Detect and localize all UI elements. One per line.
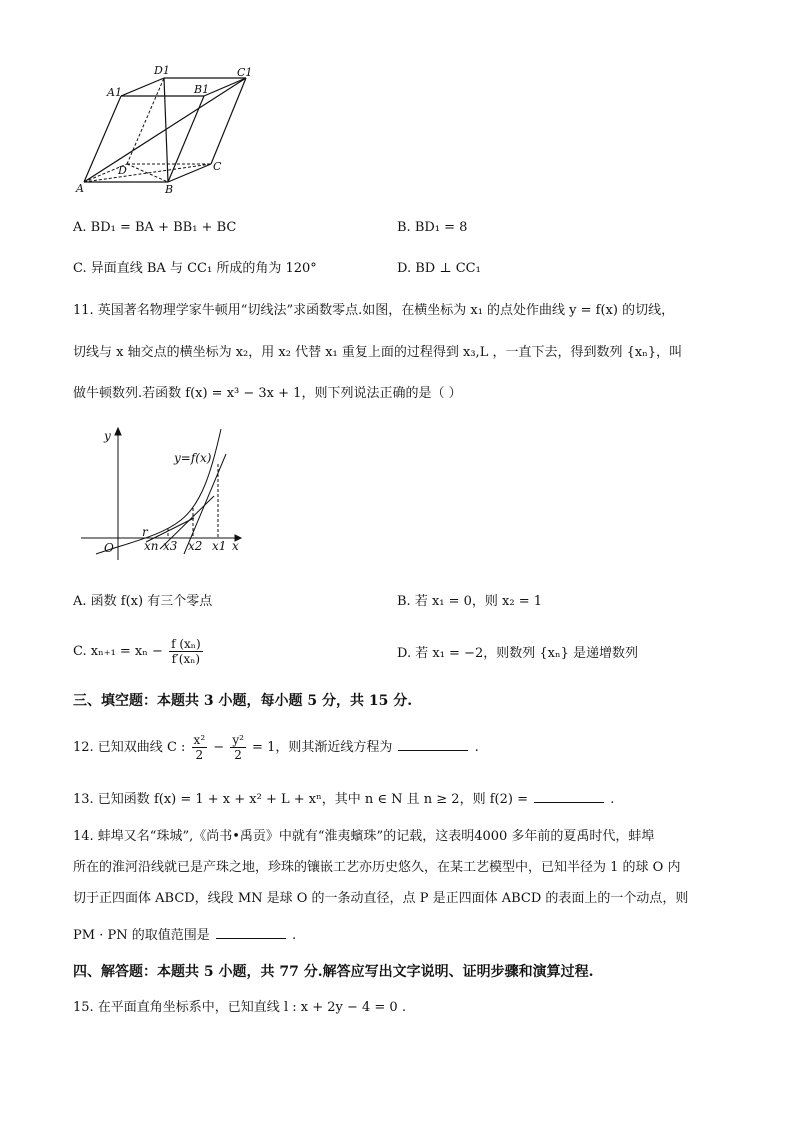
q10-option-c: C. 异面直线 BA 与 CC₁ 所成的角为 120°: [73, 261, 317, 276]
q13: [73, 790, 614, 809]
label-D: D: [118, 164, 127, 177]
q11-line-2: 切线与 x 轴交点的横坐标为 x₂，用 x₂ 代替 x₁ 重复上面的过程得到 x₃,L ，一直下去，得到数列 {xₙ}，叫: [73, 345, 683, 360]
q14-line-4: [73, 926, 296, 945]
graph-label-y: y: [104, 429, 111, 443]
q15: 15. 在平面直角坐标系中，已知直线 l : x + 2y − 4 = 0 .: [73, 1000, 406, 1015]
label-A: A: [76, 182, 84, 194]
q12-end: .: [474, 740, 479, 755]
q13-answer-blank[interactable]: [534, 790, 604, 803]
q11-line-3: 做牛顿数列.若函数 f(x) = x³ − 3x + 1，则下列说法正确的是（ ）: [73, 386, 462, 401]
q12-fraction-x-den: 2: [195, 748, 204, 762]
q11-option-c: [73, 632, 205, 672]
q11-option-a: A. 函数 f(x) 有三个零点: [73, 594, 213, 609]
q14-line-3: 切于正四面体 ABCD，线段 MN 是球 O 的一条动直径，点 P 是正四面体 ABCD 的表面上的一个动点，则: [73, 891, 689, 906]
q12-fraction-y-den: 2: [234, 748, 242, 762]
label-A1: A1: [107, 86, 122, 99]
graph-label-fx: y=f(x): [174, 451, 212, 465]
q14-answer-blank[interactable]: [216, 926, 286, 939]
q11-option-d: D. 若 x₁ = −2，则数列 {xₙ} 是递增数列: [397, 646, 638, 661]
label-D1: D1: [154, 64, 170, 77]
q11-option-c-lhs: C. xₙ₊₁ = xₙ −: [73, 644, 163, 659]
label-B1: B1: [194, 83, 210, 96]
q13-end: .: [610, 792, 615, 807]
label-B: B: [165, 183, 174, 194]
graph-label-x: x: [232, 539, 239, 553]
q12-minus: −: [213, 740, 225, 755]
label-C1: C1: [237, 66, 253, 79]
label-C: C: [213, 160, 222, 173]
q11-option-c-fraction: [169, 637, 203, 666]
graph-label-x1: x1: [212, 539, 227, 553]
q12-fraction-y: [230, 733, 246, 762]
q12-fraction-y-num: y²: [232, 733, 244, 747]
graph-label-o: O: [104, 541, 114, 555]
newton-method-graph: [76, 424, 246, 564]
q10-option-d: D. BD ⊥ CC₁: [397, 261, 481, 276]
q14-line-4-text: PM · PN 的取值范围是: [73, 928, 210, 943]
q11-option-c-numerator: f (xₙ): [171, 637, 201, 651]
q14-line-1: 14. 蚌埠又名“珠城”,《尚书•禹贡》中就有“淮夷蠙珠”的记载，这表明4000 多年前的夏禹时代，蚌埠: [73, 829, 655, 844]
q12-fraction-x: [192, 733, 208, 762]
graph-label-x2: x2: [188, 539, 203, 553]
graph-label-r: r: [142, 525, 148, 539]
q12-prefix: 12. 已知双曲线 C :: [73, 740, 186, 755]
graph-label-xn: xn: [144, 539, 159, 553]
q12-answer-blank[interactable]: [398, 738, 468, 751]
graph-label-x3: x3: [163, 539, 178, 553]
q12-suffix: = 1，则其渐近线方程为: [252, 740, 393, 755]
q12-fraction-x-num: x²: [193, 733, 206, 747]
q11-option-b: B. 若 x₁ = 0，则 x₂ = 1: [397, 594, 543, 609]
q10-option-a: A. BD₁ = BA + BB₁ + BC: [73, 220, 237, 235]
q13-text: 13. 已知函数 f(x) = 1 + x + x² + L + xⁿ，其中 n ∈ N 且 n ≥ 2，则 f(2) =: [73, 792, 528, 807]
q10-option-b: B. BD₁ = 8: [397, 220, 468, 235]
q14-line-2: 所在的淮河沿线就已是产珠之地，珍珠的镶嵌工艺亦历史悠久，在某工艺模型中，已知半径为 1 的球 O 内: [73, 860, 681, 875]
q14-end: .: [292, 928, 297, 943]
parallelepiped-figure: [74, 64, 254, 194]
section-3-heading: 三、填空题：本题共 3 小题，每小题 5 分，共 15 分.: [73, 693, 413, 709]
q11-line-1: 11. 英国著名物理学家牛顿用“切线法”求函数零点.如图，在横坐标为 x₁ 的点处作曲线 y = f(x) 的切线，: [73, 303, 675, 318]
section-4-heading: 四、解答题：本题共 5 小题，共 77 分.解答应写出文字说明、证明步骤和演算过程.: [73, 964, 594, 980]
q11-option-c-denominator: f′(xₙ): [171, 652, 201, 666]
q12: [73, 728, 479, 768]
